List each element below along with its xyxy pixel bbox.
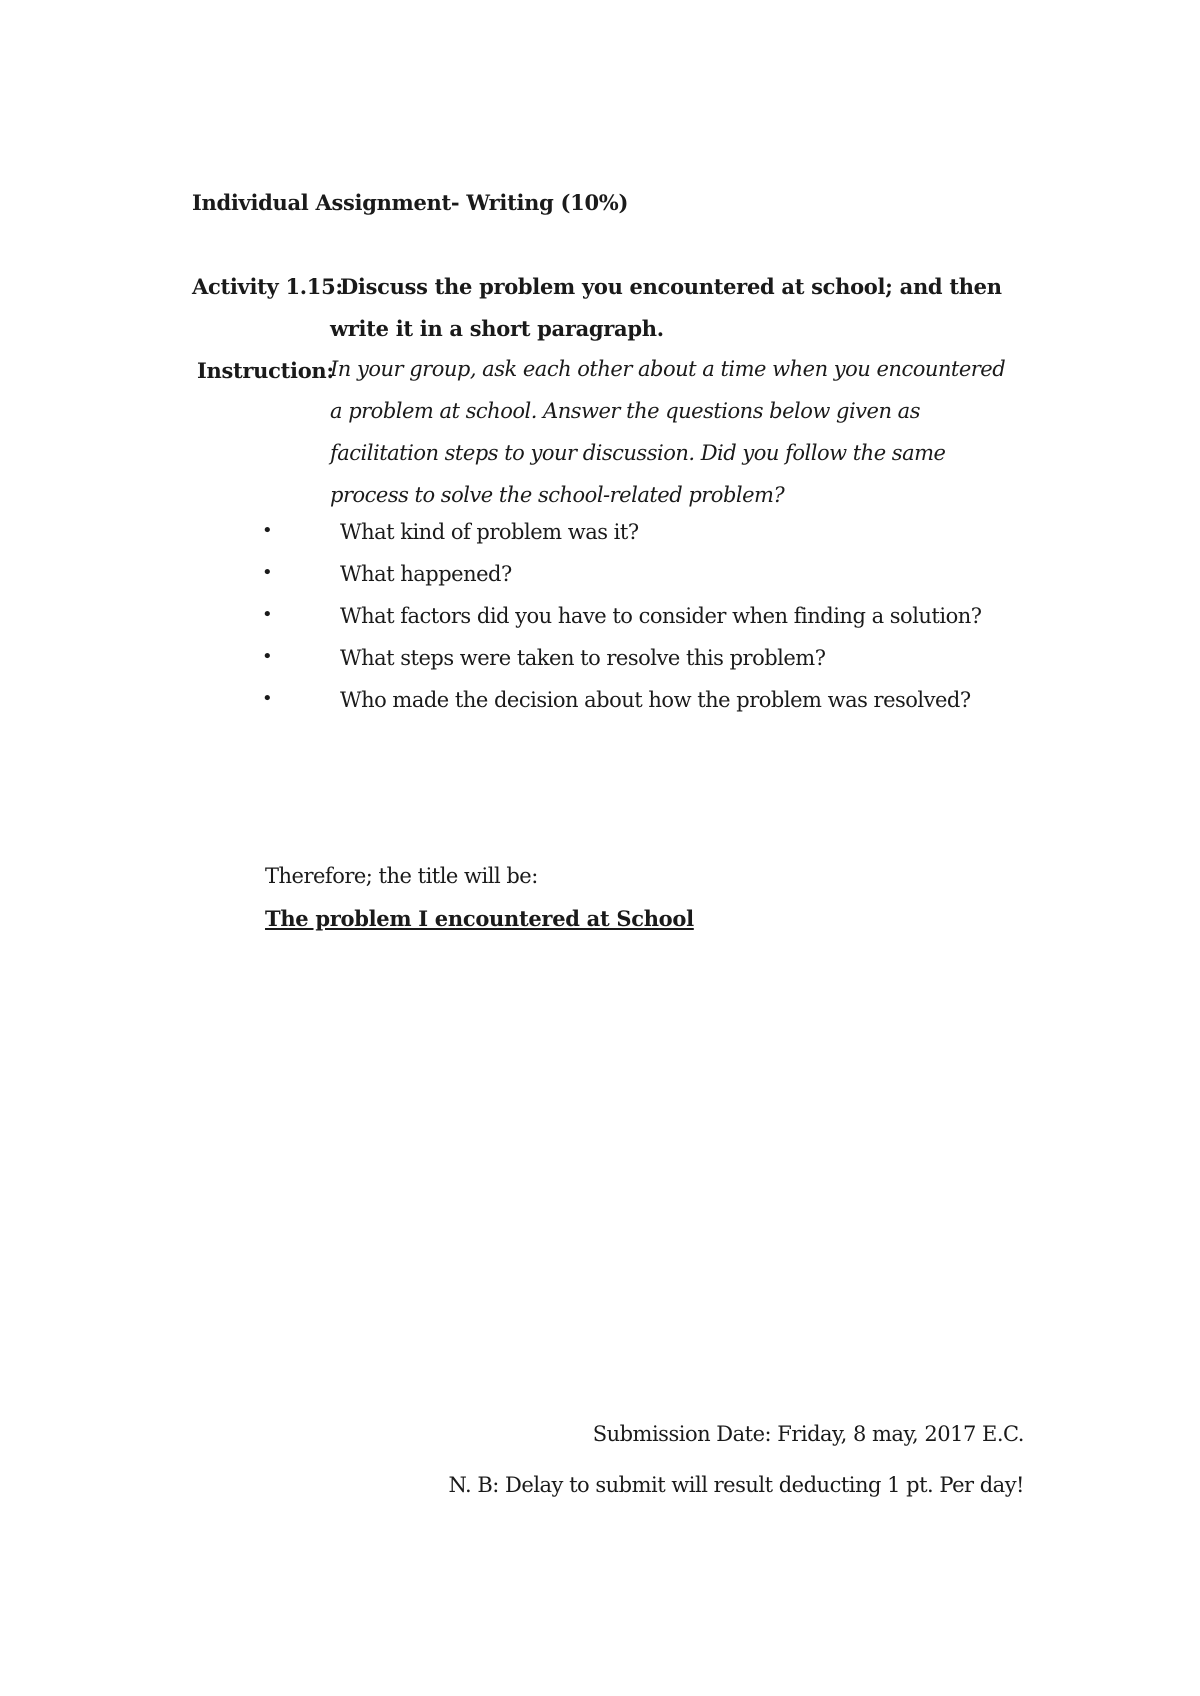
question-text: What factors did you have to consider when finding a solution? — [340, 604, 982, 628]
bullet-icon: • — [262, 520, 273, 541]
bullet-icon: • — [262, 562, 273, 583]
question-text: What kind of problem was it? — [340, 520, 639, 544]
list-item — [262, 688, 1062, 730]
question-text: What steps were taken to resolve this problem? — [340, 646, 826, 670]
submission-date: Submission Date: Friday, 8 may, 2017 E.C. — [592, 1422, 1024, 1446]
essay-title: The problem I encountered at School — [265, 906, 694, 931]
bullet-icon: • — [262, 646, 273, 667]
list-item — [262, 562, 1062, 604]
list-item — [262, 646, 1062, 688]
list-item — [262, 520, 1062, 562]
late-penalty-note: N. B: Delay to submit will result deducting 1 pt. Per day! — [448, 1473, 1024, 1497]
instruction-text: In your group, ask each other about a time when you encountered a problem at school. Answer the questions below given as facilitation steps to your discussion. Did you follow the same process to solve the school-related problem? — [330, 357, 1006, 507]
bullet-icon: • — [262, 604, 273, 625]
question-text: What happened? — [340, 562, 512, 586]
bullet-icon: • — [262, 688, 273, 709]
activity-line-1: Discuss the problem you encountered at school; and then — [340, 274, 1002, 299]
question-text: Who made the decision about how the problem was resolved? — [340, 688, 971, 712]
activity-label: Activity 1.15: — [192, 274, 343, 299]
instruction-label: Instruction: — [197, 358, 334, 383]
assignment-heading: Individual Assignment- Writing (10%) — [192, 190, 629, 215]
list-item — [262, 604, 1062, 646]
question-list — [262, 520, 1062, 730]
activity-line-2: write it in a short paragraph. — [330, 316, 664, 341]
therefore-text: Therefore; the title will be: — [265, 864, 538, 888]
